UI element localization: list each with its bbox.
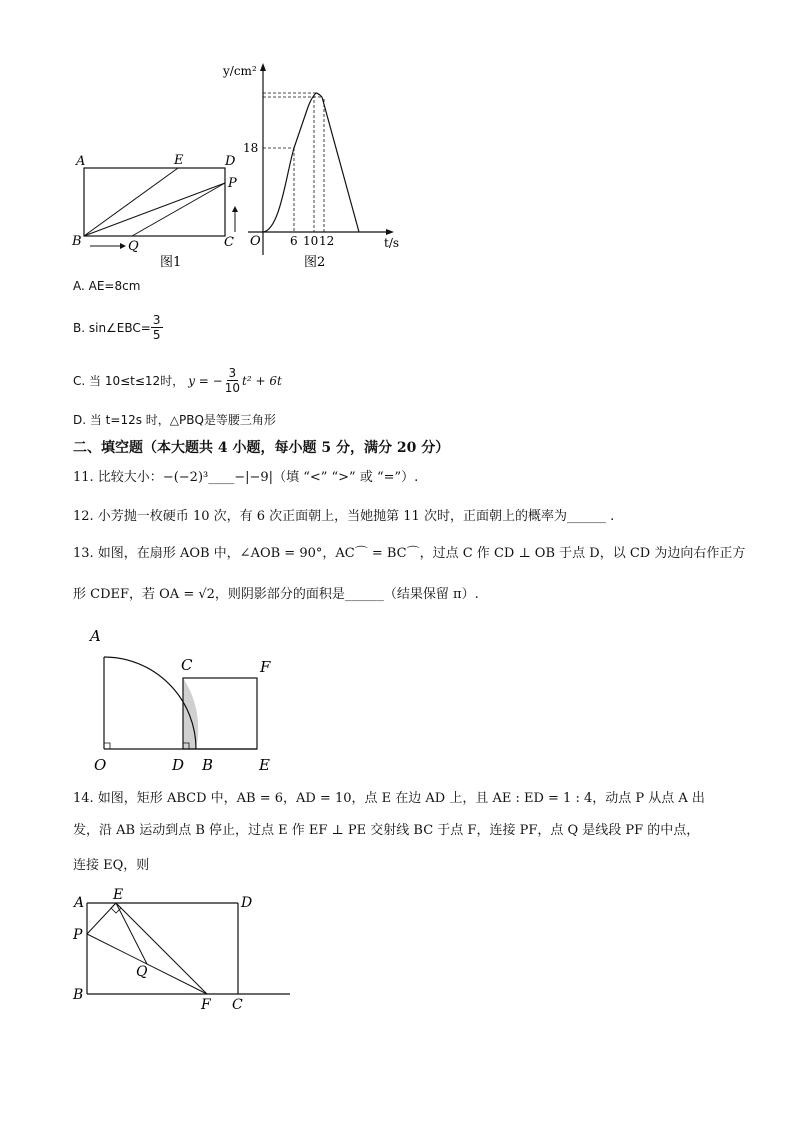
- point-label-d: D: [225, 154, 236, 169]
- point-label-b: B: [202, 756, 214, 774]
- x-axis-arrow-icon: [386, 229, 394, 235]
- option-a: A. AE=8cm: [73, 279, 141, 293]
- figure-2-graph: [218, 55, 408, 275]
- point-label-o: O: [94, 756, 107, 774]
- segment-bp: [84, 183, 225, 236]
- figure-3-sector: [85, 622, 285, 777]
- point-label-e: E: [259, 756, 270, 774]
- curve-segment-fall: [322, 97, 359, 232]
- q11-prefix: 11. 比较大小：: [73, 470, 163, 485]
- y-tick-18: 18: [243, 141, 259, 155]
- segment-eq: [116, 903, 147, 964]
- option-c-fraction: [225, 366, 240, 395]
- point-label-a: A: [90, 627, 101, 645]
- point-label-q: Q: [128, 239, 139, 254]
- point-label-d: D: [241, 895, 253, 911]
- question-13-line-2: 形 CDEF，若 OA = √2，则阴影部分的面积是______（结果保留 π）.: [73, 587, 479, 602]
- question-11: [73, 469, 418, 487]
- x-tick-12: 12: [319, 234, 335, 248]
- arrow-right-head-icon: [120, 243, 126, 249]
- point-label-q: Q: [136, 964, 148, 980]
- option-c-tail: t² + 6t: [242, 373, 282, 388]
- point-label-e: E: [113, 887, 124, 903]
- question-14-line-2: 发，沿 AB 运动到点 B 停止，过点 E 作 EF ⊥ PE 交射线 BC 于点 F，连接 PF，点 Q 是线段 PF 的中点，: [73, 823, 700, 838]
- right-angle-mark-e: [111, 903, 121, 913]
- option-c-denominator: 10: [224, 381, 240, 395]
- point-label-f: F: [260, 658, 271, 676]
- point-label-b: B: [72, 234, 82, 249]
- curve-segment-quadratic: [263, 148, 294, 232]
- y-axis-label: y/cm²: [223, 64, 257, 78]
- y-axis-arrow-icon: [260, 63, 266, 71]
- point-label-c: C: [181, 656, 193, 674]
- option-c-prefix: C. 当 10≤t≤12时，: [73, 373, 185, 388]
- option-c: [73, 366, 282, 395]
- point-label-d: D: [172, 756, 185, 774]
- option-b-denominator: 5: [152, 328, 161, 342]
- point-label-c: C: [224, 235, 234, 250]
- point-label-p: P: [73, 927, 83, 943]
- question-14-line-1: 14. 如图，矩形 ABCD 中，AB = 6，AD = 10，点 E 在边 AD 上，且 AE : ED = 1 : 4，动点 P 从点 A 出: [73, 791, 705, 806]
- option-c-y: y = −: [188, 373, 223, 388]
- x-tick-6: 6: [290, 234, 298, 248]
- right-angle-mark-o: [104, 743, 110, 749]
- figure-2-caption: 图2: [304, 255, 326, 270]
- x-axis-label: t/s: [384, 236, 400, 250]
- question-14-line-3: 连接 EQ，则: [73, 858, 150, 873]
- q11-expr-right: −|−9|: [234, 470, 274, 485]
- question-13-line-1: 13. 如图，在扇形 AOB 中，∠AOB = 90°，AC⌒ = BC⌒，过点 C 作 CD ⊥ OB 于点 D，以 CD 为边向右作正方: [73, 546, 746, 561]
- option-b-prefix: B. sin∠EBC=: [73, 320, 151, 335]
- point-label-c: C: [232, 997, 243, 1013]
- point-label-e: E: [174, 153, 184, 168]
- point-label-a: A: [76, 154, 86, 169]
- option-b-fraction: [151, 313, 163, 342]
- option-b: [73, 313, 163, 342]
- q11-suffix: （填 “<” “>” 或 “=”）.: [273, 470, 419, 485]
- point-label-a: A: [74, 895, 85, 911]
- q11-expr-left: −(−2)³: [162, 470, 209, 485]
- figure-1-caption: 图1: [160, 255, 182, 270]
- option-b-numerator: 3: [152, 313, 161, 327]
- curve-segment-rise: [294, 93, 322, 148]
- section-title: 二、填空题（本大题共 4 小题，每小题 5 分，满分 20 分）: [73, 440, 450, 456]
- option-c-numerator: 3: [228, 366, 237, 380]
- q11-blank: ____: [208, 470, 235, 485]
- segment-be: [84, 168, 178, 236]
- origin-label: O: [250, 234, 261, 249]
- point-label-f: F: [201, 997, 211, 1013]
- point-label-b: B: [73, 987, 84, 1003]
- point-label-p: P: [228, 176, 237, 191]
- option-d: D. 当 t=12s 时，△PBQ是等腰三角形: [73, 413, 276, 427]
- x-tick-10: 10: [303, 234, 319, 248]
- figure-4-rectangle: [70, 885, 300, 1015]
- question-12: 12. 小芳抛一枚硬币 10 次，有 6 次正面朝上，当她抛第 11 次时，正面朝上的概率为______ .: [73, 509, 615, 524]
- segment-ef: [116, 903, 207, 994]
- rectangle-abcd: [84, 168, 225, 236]
